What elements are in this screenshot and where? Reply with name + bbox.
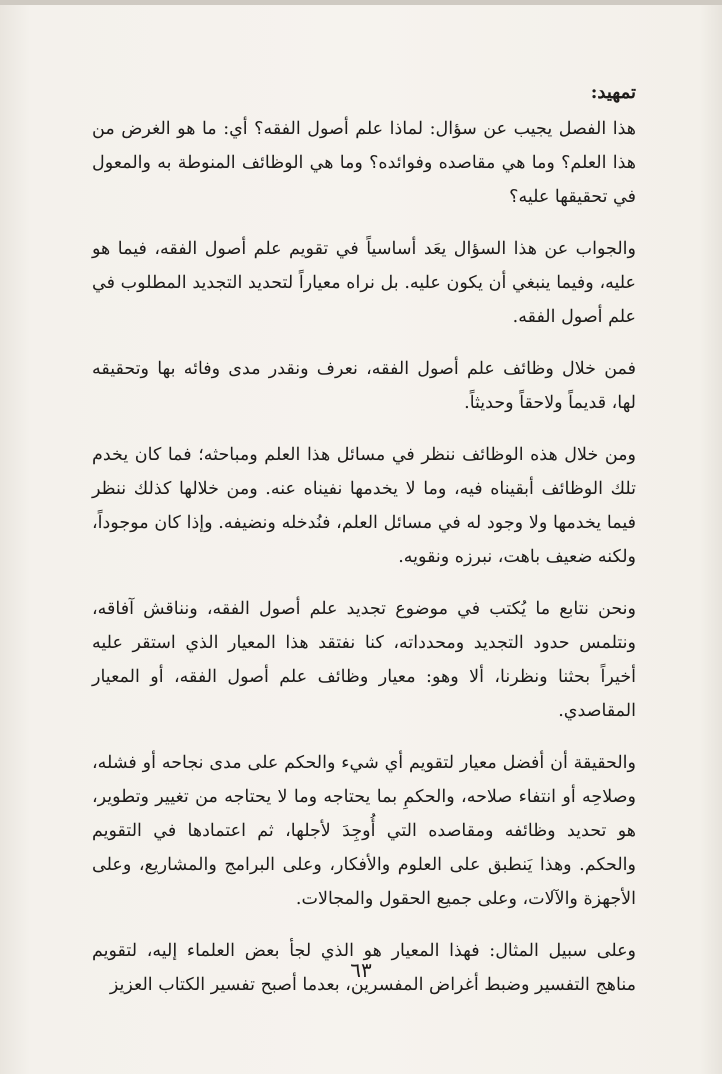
page-top-edge bbox=[0, 0, 722, 5]
paragraph: هذا الفصل يجيب عن سؤال: لماذا علم أصول الفقه؟ أي: ما هو الغرض من هذا العلم؟ وما هي مقاصده وفوائده؟ وما هي الوظائف المنوطة به والمعول في تحقيقها عليه؟ bbox=[92, 119, 636, 207]
paragraph: وعلى سبيل المثال: فهذا المعيار هو الذي لجأ بعض العلماء إليه، لتقويم مناهج التفسير وضبط أغراض المفسرين، بعدما أصبح تفسير الكتاب العزيز bbox=[92, 941, 636, 995]
paragraph: ومن خلال هذه الوظائف ننظر في مسائل هذا العلم ومباحثه؛ فما كان يخدم تلك الوظائف أبقيناه فيه، وما لا يخدمها نفيناه عنه. ومن خلالها كذلك ننظر فيما يخدمها ولا وجود له في مسائل العلم، فنُدخله ونضيفه. وإذا كان موجوداً، ولكنه ضعيف باهت، نبرزه ونقويه. bbox=[92, 445, 636, 567]
paragraph: ونحن نتابع ما يُكتب في موضوع تجديد علم أصول الفقه، ونناقش آفاقه، ونتلمس حدود التجديد ومحدداته، كنا نفتقد هذا المعيار الذي استقر عليه أخيراً بحثنا ونظرنا، ألا وهو: معيار وظائف علم أصول الفقه، أو المعيار المقاصدي. bbox=[92, 599, 636, 721]
section-heading: تمهيد: bbox=[590, 82, 636, 103]
body-text bbox=[92, 76, 636, 1020]
paragraph: والجواب عن هذا السؤال يعَد أساسياً في تقويم علم أصول الفقه، فيما هو عليه، وفيما ينبغي أن يكون عليه. بل نراه معياراً لتحديد التجديد المطلوب في علم أصول الفقه. bbox=[92, 239, 636, 327]
paragraph: والحقيقة أن أفضل معيار لتقويم أي شيء والحكم على مدى نجاحه أو فشله، وصلاحِه أو انتفاء صلاحه، والحكمِ بما يحتاجه وما لا يحتاجه من تغيير وتطوير، هو تحديد وظائفه ومقاصده التي أُوجِدَ لأجلها، ثم اعتمادها في التقويم والحكم. وهذا يَنطبق على العلوم والأفكار، وعلى البرامج والمشاريع، وعلى الأجهزة والآلات، وعلى جميع الحقول والمجالات. bbox=[92, 753, 636, 909]
paragraph: فمن خلال وظائف علم أصول الفقه، نعرف ونقدر مدى وفائه بها وتحقيقه لها، قديماً ولاحقاً وحديثاً. bbox=[92, 359, 636, 413]
page-number: ٦٣ bbox=[350, 958, 372, 982]
